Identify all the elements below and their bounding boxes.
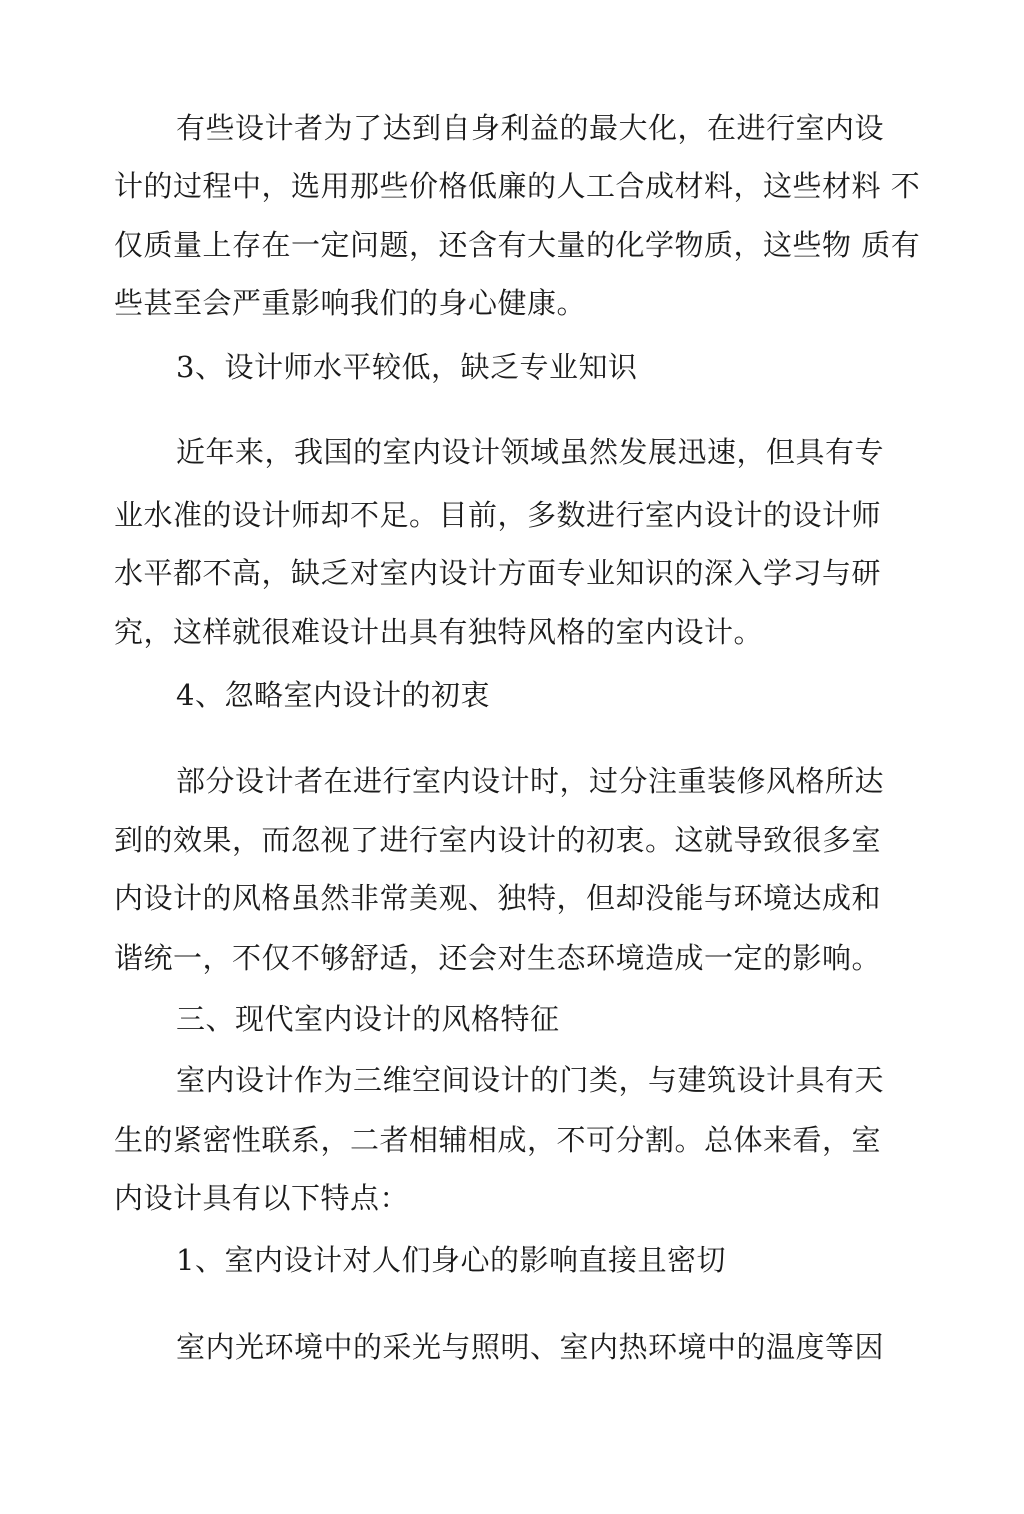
paragraph-line: 有些设计者为了达到自身利益的最大化，在进行室内设 [176, 111, 885, 145]
subheading-4: 4、忽略室内设计的初衷 [176, 678, 490, 712]
paragraph-line: 到的效果，而忽视了进行室内设计的初衷。这就导致很多室 [114, 823, 882, 857]
paragraph-line: 究，这样就很难设计出具有独特风格的室内设计。 [114, 615, 764, 649]
subheading-3: 3、设计师水平较低，缺乏专业知识 [176, 350, 638, 384]
paragraph-line: 水平都不高，缺乏对室内设计方面专业知识的深入学习与研 [114, 556, 882, 590]
paragraph-line: 仅质量上存在一定问题，还含有大量的化学物质，这些物 质有 [114, 228, 921, 262]
paragraph-line: 计的过程中，选用那些价格低廉的人工合成材料，这些材料 不 [114, 169, 921, 203]
section-heading: 三、现代室内设计的风格特征 [176, 1002, 560, 1036]
subheading-1: 1、室内设计对人们身心的影响直接且密切 [176, 1243, 726, 1277]
paragraph-line: 些甚至会严重影响我们的身心健康。 [114, 286, 587, 320]
paragraph-line: 部分设计者在进行室内设计时，过分注重装修风格所达 [176, 764, 885, 798]
paragraph-line: 近年来，我国的室内设计领域虽然发展迅速，但具有专 [176, 435, 885, 469]
paragraph-line: 内设计的风格虽然非常美观、独特，但却没能与环境达成和 [114, 881, 882, 915]
paragraph-line: 生的紧密性联系，二者相辅相成，不可分割。总体来看，室 [114, 1123, 882, 1157]
paragraph-line: 室内光环境中的采光与照明、室内热环境中的温度等因 [176, 1330, 885, 1364]
paragraph-line: 业水准的设计师却不足。目前，多数进行室内设计的设计师 [114, 498, 882, 532]
paragraph-line: 谐统一，不仅不够舒适，还会对生态环境造成一定的影响。 [114, 941, 882, 975]
paragraph-line: 室内设计作为三维空间设计的门类，与建筑设计具有天 [176, 1063, 885, 1097]
paragraph-line: 内设计具有以下特点： [114, 1181, 410, 1215]
